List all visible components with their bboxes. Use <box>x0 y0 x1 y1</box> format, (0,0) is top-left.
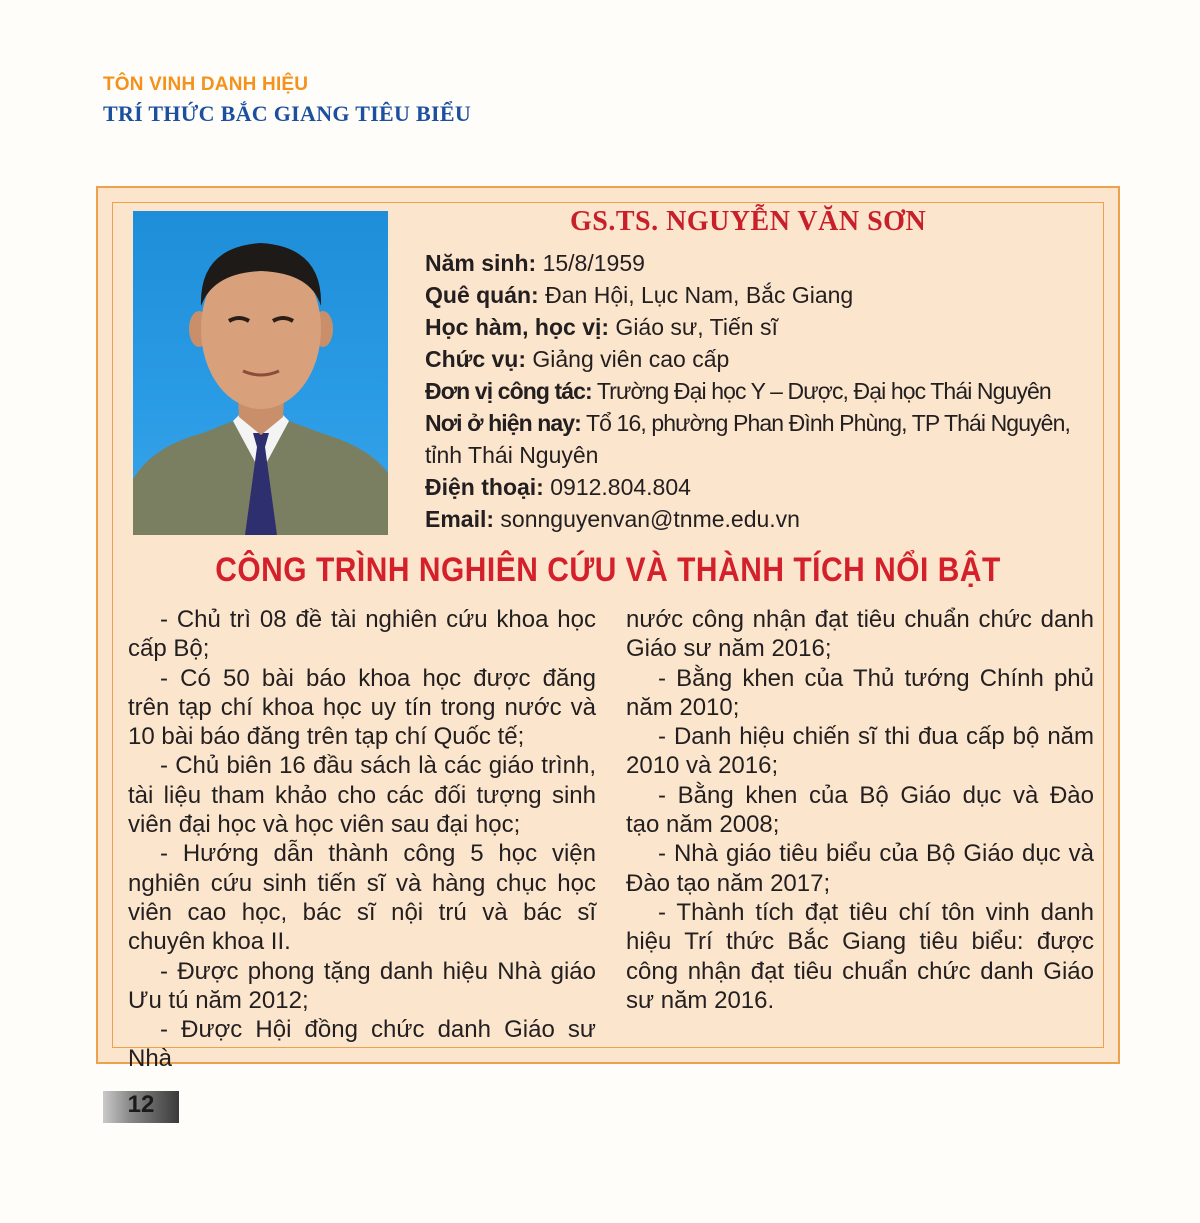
achievement-item: - Có 50 bài báo khoa học được đăng trên tạp chí khoa học uy tín trong nước và 10 bài báo đăng trên tạp chí Quốc tế; <box>128 664 596 751</box>
profile-info <box>425 247 1105 535</box>
portrait-photo <box>133 211 388 535</box>
info-value: sonnguyenvan@tnme.edu.vn <box>494 506 800 532</box>
info-label: Năm sinh: <box>425 250 537 276</box>
info-email <box>425 503 1105 535</box>
info-workplace <box>425 375 1105 407</box>
info-label: Học hàm, học vị: <box>425 314 610 340</box>
info-position <box>425 343 1105 375</box>
info-address-cont <box>425 439 1105 471</box>
info-label: Đơn vị công tác: <box>425 378 592 404</box>
achievement-item: - Hướng dẫn thành công 5 học viện nghiên cứu sinh tiến sĩ và hàng chục học viên cao học, bác sĩ nội trú và bác sĩ chuyên khoa II. <box>128 840 596 956</box>
achievements-left-column <box>128 605 596 1074</box>
info-label: Email: <box>425 506 495 532</box>
series-title: TÔN VINH DANH HIỆU <box>103 74 309 95</box>
info-hometown <box>425 279 1105 311</box>
page-number: 12 <box>127 1091 155 1118</box>
info-phone <box>425 471 1105 503</box>
series-subtitle: TRÍ THỨC BẮC GIANG TIÊU BIỂU <box>103 101 472 126</box>
info-value: Đan Hội, Lục Nam, Bắc Giang <box>538 282 854 308</box>
info-value: tỉnh Thái Nguyên <box>425 442 599 468</box>
info-value: 0912.804.804 <box>543 474 691 500</box>
info-value: Giáo sư, Tiến sĩ <box>609 314 778 340</box>
info-value: Tổ 16, phường Phan Đình Phùng, TP Thái Nguyên, <box>580 410 1070 436</box>
achievement-item: - Chủ trì 08 đề tài nghiên cứu khoa học cấp Bộ; <box>128 606 596 663</box>
achievement-item: - Chủ biên 16 đầu sách là các giáo trình, tài liệu tham khảo cho các đối tượng sinh viên đại học và học viên sau đại học; <box>128 752 596 839</box>
info-value: Trường Đại học Y – Dược, Đại học Thái Nguyên <box>591 378 1051 404</box>
achievements-right-column <box>626 605 1094 1015</box>
achievement-item: - Bằng khen của Bộ Giáo dục và Đào tạo năm 2008; <box>626 781 1094 839</box>
info-birth <box>425 247 1105 279</box>
info-value: Giảng viên cao cấp <box>526 346 730 372</box>
achievement-item: - Thành tích đạt tiêu chí tôn vinh danh hiệu Trí thức Bắc Giang tiêu biểu: được công nhận đạt tiêu chuẩn chức danh Giáo sư năm 2016. <box>626 898 1094 1014</box>
achievement-item: - Nhà giáo tiêu biểu của Bộ Giáo dục và Đào tạo năm 2017; <box>626 840 1094 897</box>
info-address <box>425 407 1105 439</box>
info-label: Nơi ở hiện nay: <box>425 410 581 436</box>
info-value: 15/8/1959 <box>536 250 645 276</box>
profile-name: GS.TS. NGUYỄN VĂN SƠN <box>570 206 927 237</box>
achievement-item: - Bằng khen của Thủ tướng Chính phủ năm 2010; <box>626 664 1094 721</box>
achievement-item: - Được phong tặng danh hiệu Nhà giáo Ưu tú năm 2012; <box>128 957 596 1014</box>
achievement-continuation: nước công nhận đạt tiêu chuẩn chức danh Giáo sư năm 2016; <box>626 606 1094 663</box>
info-degree <box>425 311 1105 343</box>
achievement-item: - Được Hội đồng chức danh Giáo sư Nhà <box>128 1016 596 1073</box>
achievement-item: - Danh hiệu chiến sĩ thi đua cấp bộ năm 2010 và 2016; <box>626 723 1094 780</box>
info-label: Điện thoại: <box>425 474 544 500</box>
info-label: Chức vụ: <box>425 346 526 372</box>
page-number-badge <box>103 1091 179 1123</box>
achievements-title: CÔNG TRÌNH NGHIÊN CỨU VÀ THÀNH TÍCH NỔI BẬT <box>215 551 1001 589</box>
info-label: Quê quán: <box>425 282 539 308</box>
